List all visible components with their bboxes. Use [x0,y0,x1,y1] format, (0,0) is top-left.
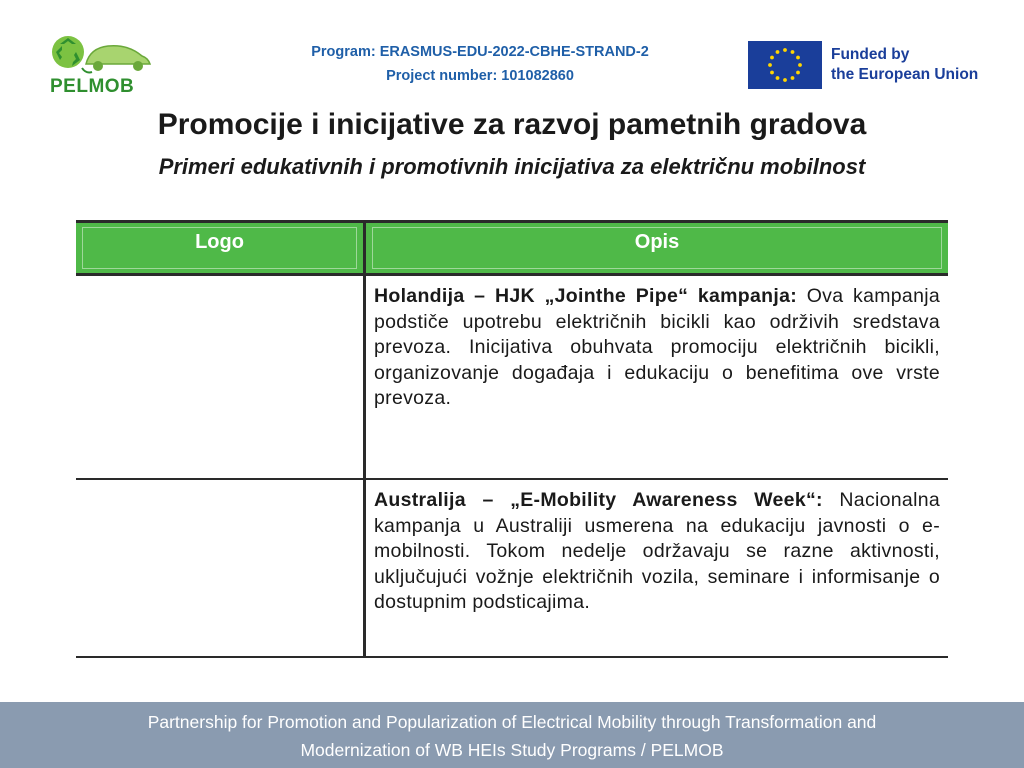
column-header-logo: Logo [76,223,366,273]
program-line: Program: ERASMUS-EDU-2022-CBHE-STRAND-2 [311,44,649,60]
table-header [76,220,948,276]
table-cell-opis [366,480,948,656]
page-subtitle: Primeri edukativnih i promotivnih inicijativa za električnu mobilnost [158,154,866,179]
eu-funded-text [831,45,978,85]
row-text: Nacionalna kampanja u Australiji usmerena na edukaciju javnosti o e-mobilnosti. Tokom nedelje održavaju se razne aktivnosti, uključujući vožnje električnih vozila, seminare i informisanje o dostupnim podsticajima. [374,489,940,614]
table-row [76,480,948,658]
eu-funded-logo [748,40,978,90]
project-number-line: Project number: 101082860 [386,68,574,84]
column-header-opis: Opis [366,223,948,273]
initiatives-table [76,220,948,658]
row-title: Australija – „E-Mobility Awareness Week“: [374,489,840,511]
page-title: Promocije i inicijative za razvoj pametnih gradova [157,108,867,141]
table-cell-logo-empty [76,276,366,478]
row-text: Ova kampanja podstiče upotrebu električnih bicikli kao održivih sredstava prevoza. Inicijativa obuhvata promociju električnih bicikli, organizovanje događaja i edukaciju o benefitima ove vrste prevoza. [374,285,940,410]
pelmob-logo-text: PELMOB [50,76,135,97]
eu-stars-icon [748,41,822,89]
pelmob-logo [46,30,154,102]
eu-flag-icon [748,41,822,89]
row-title: Holandija – HJK „Jointhe Pipe“ kampanja: [374,285,807,307]
table-cell-opis [366,276,948,478]
footer-line1: Partnership for Promotion and Popularization of Electrical Mobility through Transformation and [147,712,877,732]
table-row [76,276,948,480]
footer-line2: Modernization of WB HEIs Study Programs / PELMOB [300,740,724,760]
program-info [230,40,730,88]
eu-funded-line1: Funded by [831,46,910,63]
footer [0,702,1024,768]
table-cell-logo-empty [76,480,366,656]
eu-funded-line2: the European Union [831,66,979,83]
pelmob-car-recycle-icon [46,30,154,80]
